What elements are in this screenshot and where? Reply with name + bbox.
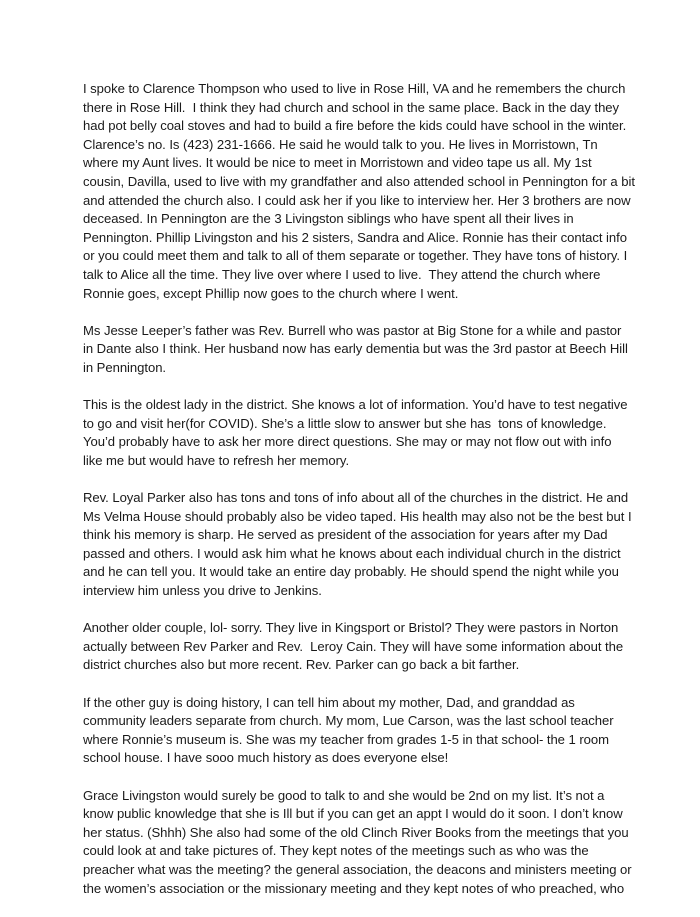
text-line: where my Aunt lives. It would be nice to meet in Morristown and video tape us all. My 1st <box>83 155 592 171</box>
text-line: Another older couple, lol- sorry. They live in Kingsport or Bristol? They were pastors in Norton <box>83 620 619 636</box>
text-line: and attended the church also. I could ask her if you like to interview her. Her 3 brothers are now <box>83 192 631 208</box>
text-line: Ms Velma House should probably also be video taped. His health may also not be the best but I <box>83 508 632 524</box>
text-line: Ronnie goes, except Phillip now goes to the church where I went. <box>83 285 459 301</box>
text-line: and he can tell you. It would take an entire day probably. He should spend the night while you <box>83 564 619 580</box>
document-page <box>83 80 643 917</box>
text-line: This is the oldest lady in the district. She knows a lot of information. You’d have to test negative <box>83 397 628 413</box>
text-line: community leaders separate from church. My mom, Lue Carson, was the last school teacher <box>83 713 614 729</box>
text-line: to go and visit her(for COVID). She’s a little slow to answer but she has tons of knowledge. <box>83 415 607 431</box>
text-line: I spoke to Clarence Thompson who used to live in Rose Hill, VA and he remembers the church <box>83 81 626 96</box>
text-line: actually between Rev Parker and Rev. Leroy Cain. They will have some information about the <box>83 638 624 654</box>
text-line: where Ronnie’s museum is. She was my teacher from grades 1-5 in that school- the 1 room <box>83 731 609 747</box>
paragraph <box>83 489 643 601</box>
text-line: talk to Alice all the time. They live over where I used to live. They attend the church where <box>83 266 601 282</box>
text-line: her status. (Shhh) She also had some of the old Clinch River Books from the meetings that you <box>83 824 629 840</box>
text-line: interview him unless you drive to Jenkins. <box>83 583 322 599</box>
paragraph <box>83 787 643 899</box>
text-line: like me but would have to refresh her memory. <box>83 452 350 468</box>
text-line: could look at and take pictures of. They kept notes of the meetings such as who was the <box>83 843 589 859</box>
text-line: passed and others. I would ask him what he knows about each individual church in the district <box>83 545 621 561</box>
text-line: in Pennington. <box>83 359 167 375</box>
text-line: district churches also but more recent. Rev. Parker can go back a bit farther. <box>83 657 520 673</box>
text-line: or you could meet them and talk to all of them separate or together. They have tons of history. I <box>83 248 628 264</box>
text-line: the women’s association or the missionary meeting and they kept notes of who preached, who <box>83 880 625 896</box>
paragraph <box>83 694 643 768</box>
text-line: think his memory is sharp. He served as president of the association for years after my Dad <box>83 527 608 543</box>
text-line: If the other guy is doing history, I can tell him about my mother, Dad, and granddad as <box>83 694 575 710</box>
text-line: had pot belly coal stoves and had to build a fire before the kids could have school in the winter. <box>83 118 627 134</box>
text-line: there in Rose Hill. I think they had church and school in the same place. Back in the day they <box>83 99 620 115</box>
text-line: Grace Livingston would surely be good to talk to and she would be 2nd on my list. It’s not a <box>83 787 605 803</box>
text-line: know public knowledge that she is Ill but if you can get an appt I would do it soon. I don’t know <box>83 806 623 822</box>
paragraph <box>83 619 643 675</box>
text-line: in Dante also I think. Her husband now has early dementia but was the 3rd pastor at Beech Hill <box>83 341 628 357</box>
text-line: Pennington. Phillip Livingston and his 2 sisters, Sandra and Alice. Ronnie has their contact info <box>83 229 627 245</box>
text-line: preacher what was the meeting? the general association, the deacons and ministers meeting or <box>83 861 632 877</box>
text-line: cousin, Davilla, used to live with my grandfather and also attended school in Pennington for a bit <box>83 173 635 189</box>
text-line: You’d probably have to ask her more direct questions. She may or may not flow out with info <box>83 434 612 450</box>
paragraph <box>83 322 643 378</box>
paragraph <box>83 80 643 303</box>
text-line: school house. I have sooo much history as does everyone else! <box>83 750 449 766</box>
text-line: Clarence’s no. Is (423) 231-1666. He said he would talk to you. He lives in Morristown, Tn <box>83 136 598 152</box>
paragraph <box>83 396 643 470</box>
text-line: deceased. In Pennington are the 3 Livingston siblings who have spent all their lives in <box>83 211 574 227</box>
text-line: Ms Jesse Leeper’s father was Rev. Burrell who was pastor at Big Stone for a while and pastor <box>83 322 622 338</box>
text-line: Rev. Loyal Parker also has tons and tons of info about all of the churches in the district. He and <box>83 490 629 506</box>
